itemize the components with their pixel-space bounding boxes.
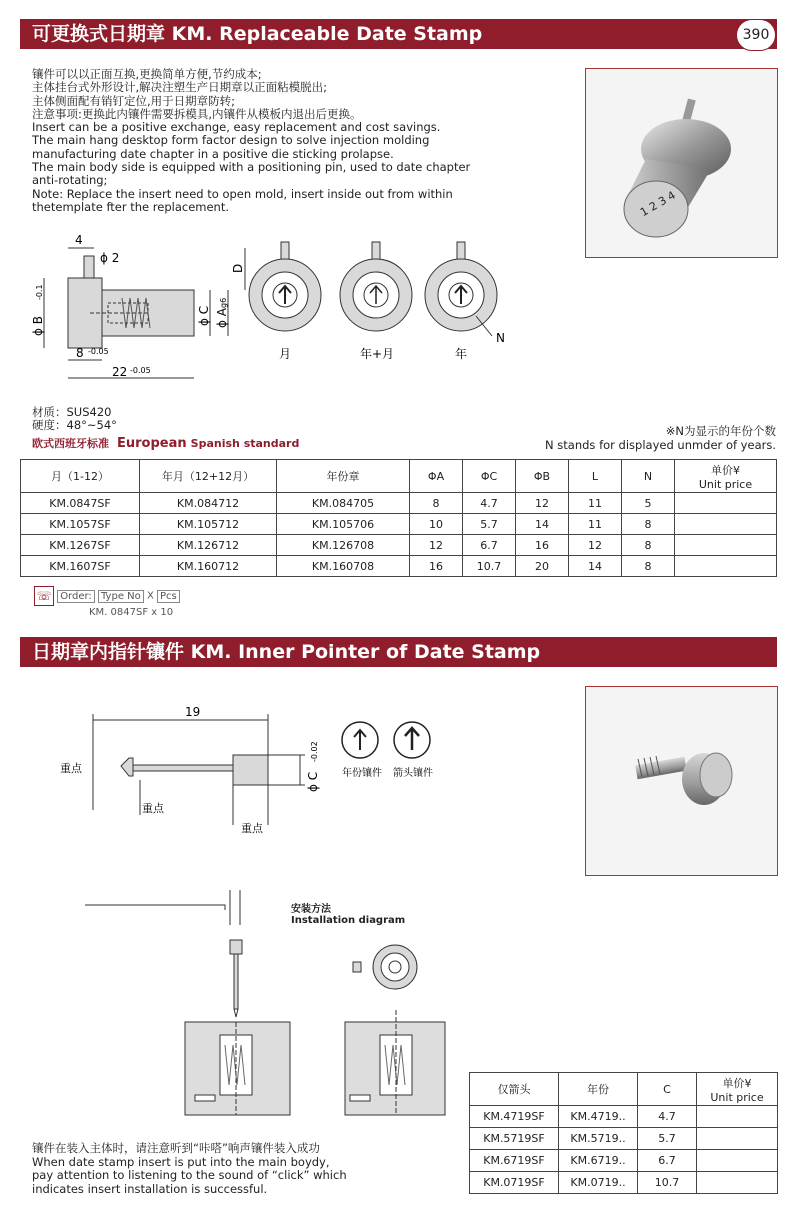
- table-cell: 5: [622, 493, 675, 514]
- unit-price-en-2: Unit price: [710, 1090, 764, 1104]
- table-cell: 6.7: [463, 535, 516, 556]
- unit-price-cn: 单价¥: [711, 463, 740, 477]
- table-cell-price: [697, 1106, 778, 1128]
- material-spec: 材质：SUS420: [32, 405, 112, 419]
- intro-line: 注意事项:更换此内镶件需要拆模具,内镶件从模板内退出后更换。: [32, 106, 362, 121]
- table-cell: 6.7: [638, 1150, 697, 1172]
- install-title-cn: 安装方法: [291, 904, 331, 915]
- section2-title-banner: [20, 637, 777, 667]
- table-cell: 12: [569, 535, 622, 556]
- intro-line: 主体挂台式外形设计,解决注塑生产日期章以正面粘模脱出;: [32, 80, 328, 95]
- table-cell: KM.0719SF: [470, 1172, 559, 1194]
- table-cell: 5.7: [638, 1128, 697, 1150]
- weight-label-2: 重点: [142, 802, 164, 815]
- table-cell-price: [697, 1150, 778, 1172]
- table-cell: 8: [410, 493, 463, 514]
- dim-D-label: D: [231, 263, 245, 273]
- order-example: [34, 586, 180, 618]
- phone-icon: ☏: [34, 586, 54, 606]
- table-cell: 8: [622, 556, 675, 577]
- table-cell: KM.105712: [140, 514, 277, 535]
- table-cell: KM.4719SF: [470, 1106, 559, 1128]
- table-cell: KM.6719..: [559, 1150, 638, 1172]
- table-row: [470, 1128, 778, 1150]
- table-cell: KM.5719SF: [470, 1128, 559, 1150]
- svg-text:1 2 3 4: 1 2 3 4: [638, 188, 678, 220]
- year-insert-icon: [342, 722, 378, 758]
- table-cell: 14: [569, 556, 622, 577]
- standard-label: [32, 437, 299, 450]
- table-cell: 20: [516, 556, 569, 577]
- install-note-line: When date stamp insert is put into the main boydy,: [32, 1154, 330, 1169]
- install-note-line: pay attention to listening to the sound of “click” which: [32, 1168, 347, 1182]
- table-cell: KM.4719..: [559, 1106, 638, 1128]
- col-header-arrow-only: 仅箭头: [470, 1073, 559, 1106]
- page-number-badge: 390: [736, 19, 776, 51]
- table-row: [470, 1172, 778, 1194]
- install-note: [32, 1142, 462, 1196]
- spec-table-inner-pointer: [469, 1072, 778, 1194]
- dim-phiC-label-2: ϕ C: [306, 771, 320, 792]
- table-cell-price: [697, 1172, 778, 1194]
- table-cell-price: [697, 1128, 778, 1150]
- dial-year: [425, 242, 497, 336]
- table-cell: 8: [622, 514, 675, 535]
- table-cell: KM.1267SF: [21, 535, 140, 556]
- tol-22-label: -0.05: [130, 366, 151, 375]
- dim-phiA-label: ϕ A: [215, 308, 229, 328]
- table-cell: KM.0847SF: [21, 493, 140, 514]
- product-photo-replaceable-stamp: [585, 68, 778, 258]
- dial-year-month: [340, 242, 412, 331]
- col-header-year-month: 年月（12+12月）: [140, 460, 277, 493]
- col-header-phiB: ΦB: [516, 460, 569, 493]
- install-title-en: Installation diagram: [291, 915, 406, 926]
- standard-cn: 欧式西班牙标准: [32, 437, 109, 450]
- table-cell: 10.7: [638, 1172, 697, 1194]
- table-cell: KM.1057SF: [21, 514, 140, 535]
- install-note-line: 镶件在装入主体时，请注意听到“咔嗒”响声镶件装入成功: [32, 1141, 320, 1155]
- table-cell: 10.7: [463, 556, 516, 577]
- tol-B-label: -0.1: [35, 284, 44, 300]
- table-cell: 16: [516, 535, 569, 556]
- product-photo-inner-pointer: [585, 686, 778, 876]
- table-cell: 12: [516, 493, 569, 514]
- unit-price-en: Unit price: [698, 477, 753, 491]
- install-note-line: indicates insert installation is successful.: [32, 1181, 268, 1196]
- intro-line: The main body side is equipped with a positioning pin, used to date chapter: [32, 160, 471, 175]
- table-cell: 4.7: [463, 493, 516, 514]
- spec-table-replaceable-stamp: [20, 459, 777, 577]
- tol-8-label: -0.05: [88, 347, 109, 356]
- dial-month: [249, 242, 321, 331]
- page-title: 可更换式日期章 KM. Replaceable Date Stamp: [32, 23, 483, 45]
- table-cell: 14: [516, 514, 569, 535]
- dim-phiB-label: ϕ B: [31, 316, 45, 336]
- type-no-label: Type No: [98, 590, 144, 603]
- technical-drawing-pointer: [55, 700, 455, 840]
- intro-line: 主体侧面配有销钉定位,用于日期章防转;: [32, 93, 236, 108]
- table-row: [21, 493, 777, 514]
- col-header-phiA: ΦA: [410, 460, 463, 493]
- table-header-row: [21, 460, 777, 493]
- table-cell: KM.084712: [140, 493, 277, 514]
- intro-line: 镶件可以以正面互换,更换简单方便,节约成本;: [32, 67, 262, 81]
- intro-line: Note: Replace the insert need to open mold, insert inside out from within: [32, 186, 453, 201]
- table-cell: KM.084705: [277, 493, 410, 514]
- standard-en2: Spanish standard: [190, 437, 300, 450]
- installation-diagram: [85, 885, 465, 1120]
- dim-19-label: 19: [185, 705, 201, 719]
- weight-label-1: 重点: [60, 762, 82, 775]
- table-header-row: [470, 1073, 778, 1106]
- hardness-spec: 硬度：48°~54°: [32, 418, 117, 432]
- table-cell: 11: [569, 514, 622, 535]
- table-cell: KM.5719..: [559, 1128, 638, 1150]
- technical-drawing-stamp: [30, 228, 530, 393]
- col-header-C: C: [638, 1073, 697, 1106]
- table-cell-price: [675, 493, 777, 514]
- intro-line: thetemplate fter the replacement.: [32, 199, 230, 214]
- table-cell: KM.1607SF: [21, 556, 140, 577]
- col-header-L: L: [569, 460, 622, 493]
- table-cell: 4.7: [638, 1106, 697, 1128]
- dim-4-label: 4: [75, 233, 83, 247]
- col-header-N: N: [622, 460, 675, 493]
- table-cell-price: [675, 514, 777, 535]
- n-note-en: N stands for displayed unmder of years.: [545, 438, 776, 452]
- table-cell: 12: [410, 535, 463, 556]
- dial-label-year-month: 年+月: [360, 347, 395, 361]
- section2-title: 日期章内指针镶件 KM. Inner Pointer of Date Stamp: [32, 641, 541, 663]
- unit-price-cn-2: 单价¥: [722, 1076, 752, 1090]
- table-row: [21, 556, 777, 577]
- table-cell: 5.7: [463, 514, 516, 535]
- dial-label-month: 月: [279, 347, 292, 361]
- col-header-month: 月（1-12）: [21, 460, 140, 493]
- table-cell-price: [675, 556, 777, 577]
- table-cell: 8: [622, 535, 675, 556]
- dim-8-label: 8: [76, 346, 84, 360]
- pcs-label: Pcs: [157, 590, 180, 603]
- table-cell: KM.126712: [140, 535, 277, 556]
- year-insert-label: 年份镶件: [342, 768, 382, 779]
- times-sign: X: [146, 590, 154, 602]
- dim-phi2-label: ϕ 2: [100, 251, 120, 265]
- col-header-unit-price-2: [697, 1073, 778, 1106]
- intro-line: manufacturing date chapter in a positive die sticking prolapse.: [32, 146, 394, 161]
- section-title-banner: [20, 19, 777, 49]
- table-row: [21, 514, 777, 535]
- dim-phiC-label: ϕ C: [197, 305, 211, 326]
- table-cell: KM.105706: [277, 514, 410, 535]
- pointer-photo-illustration: [586, 687, 777, 875]
- table-row: [470, 1106, 778, 1128]
- col-header-year-stamp: 年份章: [277, 460, 410, 493]
- weight-label-3: 重点: [241, 822, 263, 835]
- stamp-photo-illustration: [586, 69, 777, 257]
- order-label: Order:: [57, 590, 95, 603]
- table-cell: 11: [569, 493, 622, 514]
- col-header-year: 年份: [559, 1073, 638, 1106]
- table-cell: KM.6719SF: [470, 1150, 559, 1172]
- order-example-value: KM. 0847SF x 10: [89, 607, 174, 618]
- dim-22-label: 22: [112, 365, 128, 379]
- arrow-insert-icon: [394, 722, 430, 758]
- tol-A-label: g6: [219, 297, 228, 308]
- table-cell-price: [675, 535, 777, 556]
- table-cell: KM.0719..: [559, 1172, 638, 1194]
- col-header-unit-price: [675, 460, 777, 493]
- table-cell: KM.160712: [140, 556, 277, 577]
- n-note-cn: ※N为显示的年份个数: [665, 424, 776, 438]
- table-cell: KM.126708: [277, 535, 410, 556]
- table-cell: KM.160708: [277, 556, 410, 577]
- standard-en1: European: [117, 436, 187, 451]
- intro-text: [32, 68, 472, 214]
- n-label: N: [496, 331, 505, 345]
- intro-line: The main hang desktop form factor design to solve injection molding: [32, 133, 430, 148]
- table-row: [21, 535, 777, 556]
- intro-line: anti-rotating;: [32, 173, 108, 188]
- table-row: [470, 1150, 778, 1172]
- tol-C-label: -0.02: [310, 741, 319, 762]
- arrow-insert-label: 箭头镶件: [393, 768, 433, 779]
- dial-label-year: 年: [455, 347, 468, 361]
- table-cell: 10: [410, 514, 463, 535]
- intro-line: Insert can be a positive exchange, easy replacement and cost savings.: [32, 120, 441, 135]
- table-cell: 16: [410, 556, 463, 577]
- col-header-phiC: ΦC: [463, 460, 516, 493]
